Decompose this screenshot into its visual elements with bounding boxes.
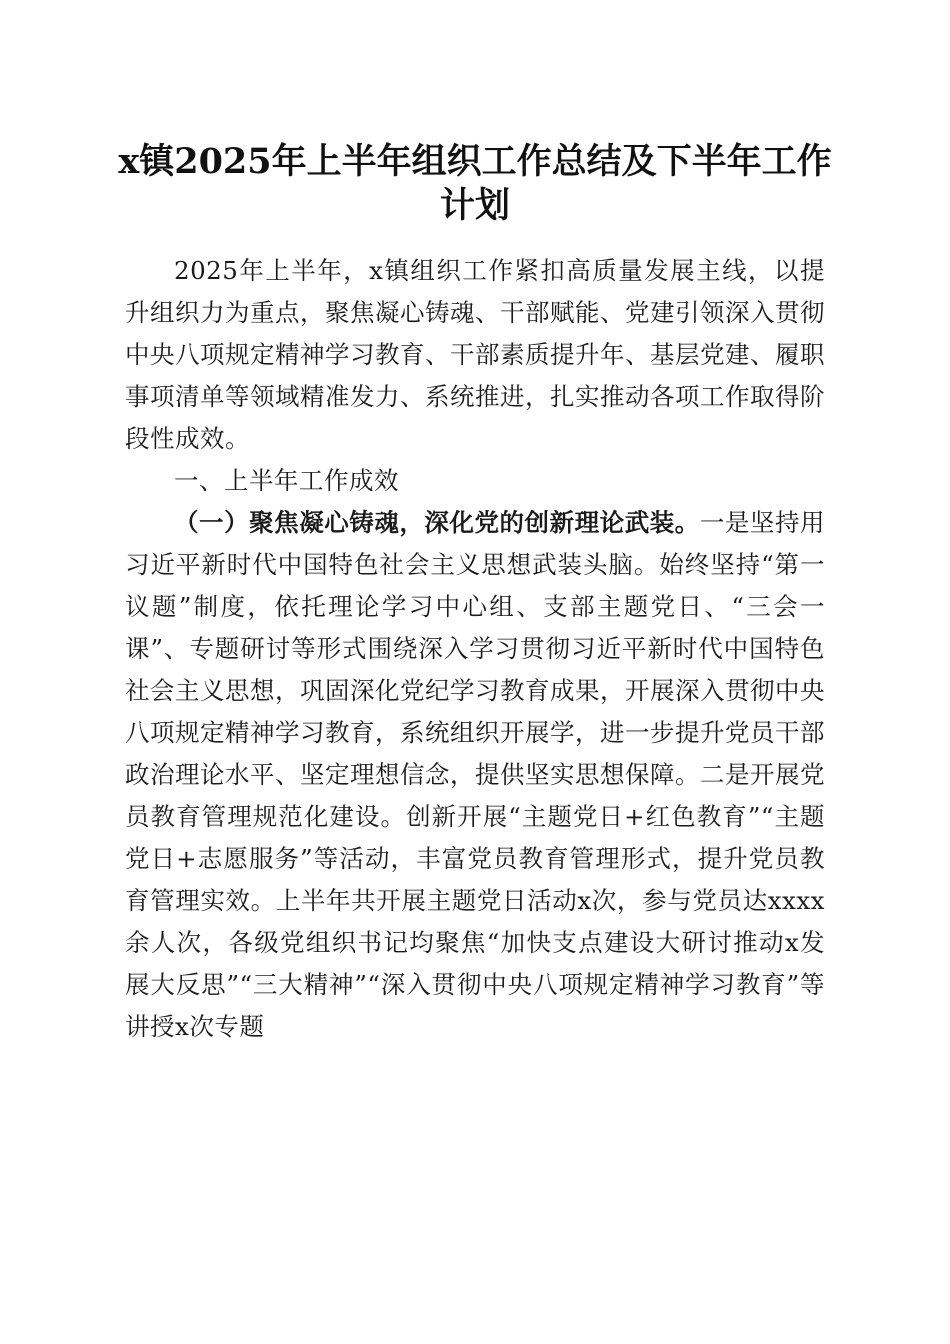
subsection-heading: （一）聚焦凝心铸魂，深化党的创新理论武装。	[174, 508, 700, 537]
subsection-paragraph	[125, 502, 825, 1048]
document-title	[112, 140, 838, 228]
subsection-body: 一是坚持用习近平新时代中国特色社会主义思想武装头脑。始终坚持“第一议题”制度，依托理论学习中心组、支部主题党日、“三会一课”、专题研讨等形式围绕深入学习贯彻习近平新时代中国特色社会主义思想，巩固深化党纪学习教育成果，开展深入贯彻中央八项规定精神学习教育，系统组织开展学，进一步提升党员干部政治理论水平、坚定理想信念，提供坚实思想保障。二是开展党员教育管理规范化建设。创新开展“主题党日+红色教育”“主题党日+志愿服务”等活动，丰富党员教育管理形式，提升党员教育管理实效。上半年共开展主题党日活动x次，参与党员达xxxx余人次，各级党组织书记均聚焦“加快支点建设大研讨推动x发展大反思”“三大精神”“深入贯彻中央八项规定精神学习教育”等讲授x次专题	[125, 508, 826, 1041]
intro-paragraph: 2025年上半年，x镇组织工作紧扣高质量发展主线，以提升组织力为重点，聚焦凝心铸魂、干部赋能、党建引领深入贯彻中央八项规定精神学习教育、干部素质提升年、基层党建、履职事项清单等领域精准发力、系统推进，扎实推动各项工作取得阶段性成效。	[125, 256, 825, 453]
section-heading: 一、上半年工作成效	[174, 466, 399, 495]
title-line-1: x镇2025年上半年组织工作总结及下半年工作	[118, 141, 832, 182]
title-line-2: 计划	[439, 185, 510, 226]
document-body	[125, 250, 825, 1048]
